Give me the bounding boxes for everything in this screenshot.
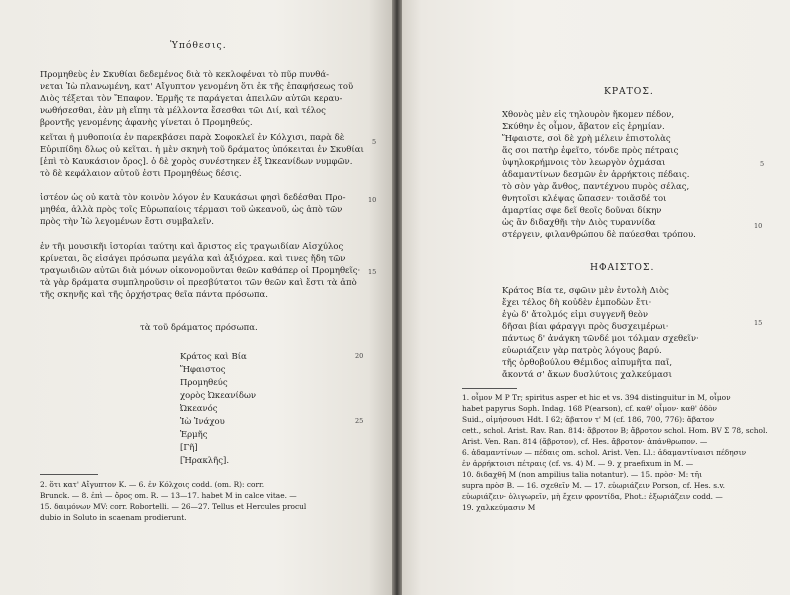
verse-line: Σκύθην ἐς οἶμον, ἄβατον εἰς ἐρημίαν. [502, 122, 665, 132]
line-number: 10 [368, 196, 377, 204]
hypothesis-line: νωθήσεσθαι, ἐὰν μὴ εἴπηι τὰ μέλλοντα ἔσεσθαι τῶι Διί, καὶ τέλος [40, 106, 326, 116]
person-entry: Ἥφαιστος [180, 365, 226, 375]
hypothesis-line: ἰστέον ὡς οὐ κατὰ τὸν κοινὸν λόγον ἐν Καυκάσωι φησὶ δεδέσθαι Προ- [40, 193, 346, 203]
apparatus-line: supra πρὸσ B. — 16. σχεθεῖν M. — 17. εὐωριάζειν Porson, cf. Hes. s.v. [462, 481, 725, 490]
hypothesis-line: [ἐπὶ τὸ Καυκάσιον ὄρος]. ὁ δὲ χορὸς συνέστηκεν ἐξ Ὠκεανίδων νυμφῶν. [40, 157, 353, 167]
apparatus-line: Arist. Ven. Ran. 814 (ἄβροτον), cf. Hes. ἄβροτον· ἀπάνθρωπον. — [462, 437, 708, 446]
hypothesis-line: κεῖται ἡ μυθοποιία ἐν παρεκβάσει παρὰ Σοφοκλεῖ ἐν Κόλχισι, παρὰ δὲ [40, 133, 345, 143]
line-number: 20 [355, 352, 364, 360]
verse-line: ὡς ἂν διδαχθῆι τὴν Διὸς τυραννίδα [502, 218, 656, 228]
person-entry: [Ἡρακλῆς]. [180, 456, 230, 466]
book-gutter [392, 0, 402, 595]
apparatus-line: 1. οἶμον M P Tr; spiritus asper et hic et vs. 394 distinguitur in M, οἶμον [462, 393, 731, 402]
left-page [0, 0, 392, 595]
hypothesis-line: τραγωιδιῶν αὐτῶι διὰ μόνων οἰκονομοῦνται θεῶν καθάπερ οἱ Προμηθεῖς· [40, 266, 361, 276]
hephaistos-heading: ΗΦΑΙΣΤΟΣ. [590, 262, 655, 273]
line-number: 25 [355, 417, 364, 425]
verse-line: Ἥφαιστε, σοὶ δὲ χρὴ μέλειν ἐπιστολὰς [502, 134, 671, 144]
verse-line: τῆς ὀρθοβούλου Θέμιδος αἰπυμῆτα παῖ, [502, 358, 673, 368]
hypothesis-line: Προμηθεὺς ἐν Σκυθίαι δεδεμένος διὰ τὸ κεκλοφέναι τὸ πῦρ πυνθά- [40, 70, 330, 80]
line-number: 5 [760, 160, 765, 168]
hypothesis-line: ἐν τῆι μουσικῆι ἱστορίαι ταύτηι καὶ ἄριστος εἰς τραγωιδίαν Αἰσχύλος [40, 242, 344, 252]
verse-line: ἐγὼ δ' ἄτολμός εἰμι συγγενῆ θεὸν [502, 310, 649, 320]
persons-title: τὰ τοῦ δράματος πρόσωπα. [140, 323, 258, 333]
apparatus-line: cett., schol. Arist. Rav. Ran. 814: ἄβροτον B; ἄβροτον schol. Hom. BV Σ 78, schol. [462, 426, 768, 435]
verse-line: τὸ σὸν γὰρ ἄνθος, παντέχνου πυρὸς σέλας, [502, 182, 690, 192]
hypothesis-line: βροντῆς γενομένης ἀφανὴς γίνεται ὁ Προμηθεύς. [40, 118, 253, 128]
hypothesis-line: Εὐριπίδηι δλως οὐ κεῖται. ἡ μὲν σκηνὴ τοῦ δράματος ὑπόκειται ἐν Σκυθίαι [40, 145, 364, 155]
hypothesis-line: τὰ γὰρ δράματα συμπληροῦσιν οἱ πρεσβύτατοι τῶν θεῶν καὶ ἔστι τὰ ἀπὸ [40, 278, 357, 288]
apparatus-line: dubio in Soluto in scaenam prodierunt. [40, 513, 187, 522]
verse-line: ἀδαμαντίνων δεσμῶν ἐν ἀρρήκτοις πέδαις. [502, 170, 690, 180]
apparatus-rule [462, 388, 517, 389]
verse-line: Κράτος Βία τε, σφῶιν μὲν ἐντολὴ Διὸς [502, 286, 669, 296]
apparatus-line: ἐν ἀρρήκτοισι πέτραις (cf. vs. 4) M. — 9. χ praefixum in M. — [462, 459, 694, 468]
person-entry: Ὠκεανός [180, 404, 218, 414]
apparatus-line: 2. ὅτι κατ' Αἴγυπτον K. — 6. ἐν Κόλχοις codd. (om. R): corr. [40, 480, 265, 489]
right-page [402, 0, 790, 595]
apparatus-line: 19. χαλκεύμασιν M [462, 503, 536, 512]
hypothesis-line: τὸ δὲ κεφάλαιον αὐτοῦ ἐστι Προμηθέως δέσις. [40, 169, 242, 179]
verse-line: ἄκοντά σ' ἄκων δυσλύτοις χαλκεύμασι [502, 370, 672, 380]
verse-line: δῆσαι βίαι φάραγγι πρὸς δυσχειμέρωι· [502, 322, 669, 332]
hypothesis-title: Ὑπόθεσις. [170, 40, 227, 51]
hypothesis-line: πρὸς τὴν Ἰὼ λεγομένων ἔστι συμβαλεῖν. [40, 217, 215, 227]
person-entry: Προμηθεύς [180, 378, 228, 388]
person-entry: Ἰὼ Ἰνάχου [180, 417, 225, 427]
apparatus-line: Brunck. — 8. ἐπὶ — ὄρος om. R. — 13—17. habet M in calce vitae. — [40, 491, 297, 500]
hypothesis-line: νεται Ἰὼ πλανωμένη, κατ' Αἴγυπτον γενομένη ὅτι ἐκ τῆς ἐπαφήσεως τοῦ [40, 82, 354, 92]
verse-line: εὐωριάζειν γὰρ πατρὸς λόγους βαρύ. [502, 346, 662, 356]
line-number: 15 [368, 268, 377, 276]
verse-line: στέργειν, φιλανθρώπου δὲ παύεσθαι τρόπου. [502, 230, 696, 240]
line-number: 5 [372, 138, 377, 146]
verse-line: ἁμαρτίας σφε δεῖ θεοῖς δοῦναι δίκην [502, 206, 662, 216]
verse-line: Χθονὸς μὲν εἰς τηλουρὸν ἥκομεν πέδον, [502, 110, 675, 120]
verse-line: ἔχει τέλος δὴ κοὐδὲν ἐμποδὼν ἔτι· [502, 298, 652, 308]
apparatus-line: 10. διδαχθῆ M (non ampilius talia notantur). — 15. πρὸσ· M: τῆι [462, 470, 702, 479]
verse-line: θνητοῖσι κλέψας ὤπασεν· τοιᾶσδέ τοι [502, 194, 667, 204]
hypothesis-line: Διὸς τέξεται τὸν Ἔπαφον. Ἑρμῆς τε παράγεται ἀπειλῶν αὐτῶι κεραυ- [40, 94, 343, 104]
verse-line: ὑψηλοκρήμνοις τὸν λεωργὸν ὀχμάσαι [502, 158, 666, 168]
apparatus-rule [40, 474, 98, 475]
person-entry: Κράτος καὶ Βία [180, 352, 247, 362]
line-number: 15 [754, 319, 763, 327]
person-entry: χορὸς Ὠκεανίδων [180, 391, 257, 401]
apparatus-line: habet papyrus Soph. Indag. 168 P(earson), cf. καθ' οἶμον· καθ' ὁδὸν [462, 404, 718, 413]
apparatus-line: 15. δαιμόνων MV: corr. Robortelli. — 26—27. Tellus et Hercules procul [40, 502, 307, 511]
apparatus-line: εὐωριάζειν· ὀλιγωρεῖν, μὴ ἔχειν φροντίδα, Phot.: ἐξωριάζειν codd. — [462, 492, 723, 501]
person-entry: Ἑρμῆς [180, 430, 208, 440]
hypothesis-line: μηθέα, ἀλλὰ πρὸς τοῖς Εὐρωπαίοις τέρμασι τοῦ ὠκεανοῦ, ὡς ἀπὸ τῶν [40, 205, 343, 215]
verse-line: ἅς σοι πατὴρ ἐφεῖτο, τόνδε πρὸς πέτραις [502, 146, 679, 156]
hypothesis-line: κρίνεται, ὃς εἰσάγει πρόσωπα μεγάλα καὶ ἀξιόχρεα. καὶ τινες ἤδη τῶν [40, 254, 346, 264]
kratos-heading: ΚΡΑΤΟΣ. [604, 86, 654, 97]
apparatus-line: 6. ἀδαμαντίνων — πέδαις om. schol. Arist. Ven. Ll.: ἀδαμαντίναισι πέδησιν [462, 448, 747, 457]
person-entry: [Γῆ] [180, 443, 198, 453]
hypothesis-line: τῆς σκηνῆς καὶ τῆς ὀρχήστρας θεῖα πάντα πρόσωπα. [40, 290, 268, 300]
verse-line: πάντως δ' ἀνάγκη τῶνδέ μοι τόλμαν σχεθεῖν· [502, 334, 699, 344]
line-number: 10 [754, 222, 763, 230]
apparatus-line: Suid., οἰμήσουσι Hdt. I 62; ἄβατον τ' M (cf. 186, 700, 776): ἄβατον [462, 415, 715, 424]
